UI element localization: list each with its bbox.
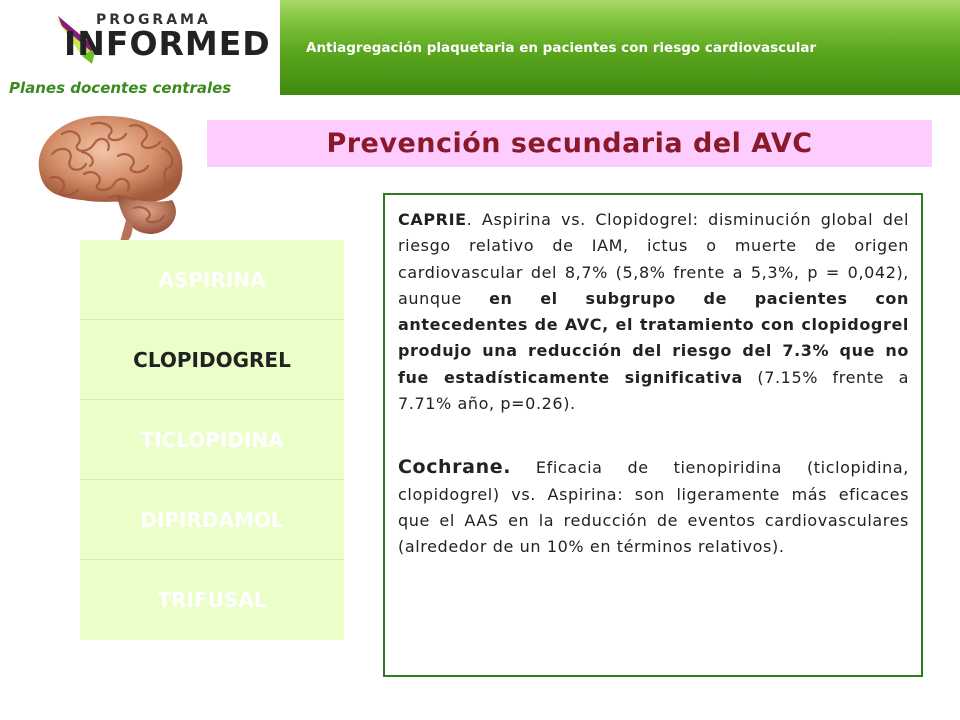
- drug-item-aspirina: ASPIRINA: [80, 240, 344, 320]
- logo-programa-text: PROGRAMA: [96, 12, 211, 28]
- logo-informed-text: INFORMED: [64, 24, 271, 63]
- cochrane-text: Eficacia de tienopiridina (ticlopidina, clopidogrel) vs. Aspirina: son ligeramente más eficaces que el AAS en la reducción de eventos cardiovasculares (alrededor de un 10% en términos relativos).: [398, 458, 909, 557]
- caprie-text-b: (7.15% frente a 7.71% año, p=0.26).: [398, 367, 909, 414]
- brain-illustration-icon: [22, 104, 197, 244]
- drug-item-dipirdamol: DIPIRDAMOL: [80, 480, 344, 560]
- caprie-text-a: . Aspirina vs. Clopidogrel: disminución global del riesgo relativo de IAM, ictus o muerte de origen cardiovascular del 8,7% (5,8% frente a 5,3%, p = 0,042), aunque: [398, 210, 909, 308]
- drug-item-clopidogrel: CLOPIDOGREL: [80, 320, 344, 400]
- caprie-bold-text: en el subgrupo de pacientes con antecedentes de AVC, el tratamiento con clopidogrel produjo una reducción del riesgo del 7.3% que no fue estadísticamente significativa: [398, 288, 910, 387]
- slide-title: Prevención secundaria del AVC: [326, 128, 813, 159]
- banner-title: Antiagregación plaquetaria en pacientes con riesgo cardiovascular: [306, 40, 817, 56]
- drug-list: [80, 240, 344, 640]
- program-logo: [0, 0, 280, 100]
- cochrane-paragraph: [398, 454, 909, 560]
- evidence-text-box: [383, 193, 923, 677]
- slide-title-bar: [207, 120, 932, 167]
- planes-docentes-subtitle: Planes docentes centrales: [9, 79, 232, 97]
- drug-item-trifusal: TRIFUSAL: [157, 588, 267, 612]
- drug-item-ticlopidina: TICLOPIDINA: [80, 400, 344, 480]
- caprie-paragraph: [398, 207, 909, 417]
- cochrane-lead: Cochrane.: [398, 456, 512, 479]
- caprie-lead: CAPRIE: [398, 210, 467, 229]
- header-banner: [280, 0, 960, 95]
